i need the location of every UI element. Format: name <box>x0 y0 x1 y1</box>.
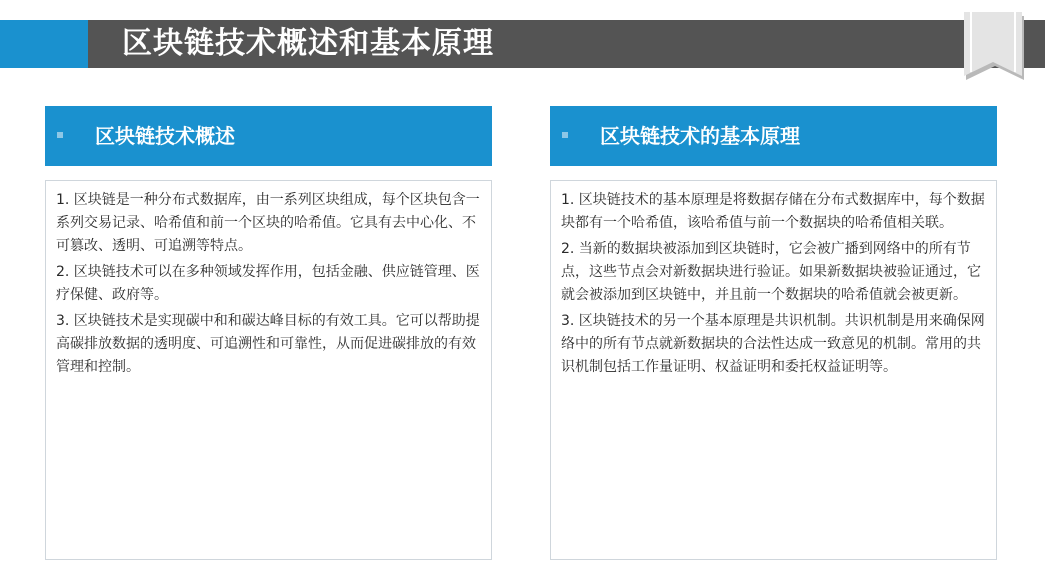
title-bar <box>0 20 1045 68</box>
paragraph: 1. 区块链是一种分布式数据库，由一系列区块组成，每个区块包含一系列交易记录、哈希值和前一个区块的哈希值。它具有去中心化、不可篡改、透明、可追溯等特点。 <box>56 192 480 254</box>
panel-body-principles <box>550 180 997 560</box>
panel-heading: 区块链技术概述 <box>95 124 235 148</box>
paragraph: 2. 当新的数据块被添加到区块链时，它会被广播到网络中的所有节点，这些节点会对新数据块进行验证。如果新数据块被验证通过，它就会被添加到区块链中，并且前一个数据块的哈希值就会被更新。 <box>561 241 981 303</box>
panel-body-overview <box>45 180 492 560</box>
bookmark-icon <box>964 12 1026 82</box>
paragraph: 2. 区块链技术可以在多种领域发挥作用，包括金融、供应链管理、医疗保健、政府等。 <box>56 264 480 303</box>
paragraph: 1. 区块链技术的基本原理是将数据存储在分布式数据库中，每个数据块都有一个哈希值，该哈希值与前一个数据块的哈希值相关联。 <box>561 192 985 231</box>
slide-title: 区块链技术概述和基本原理 <box>122 26 494 61</box>
title-accent-block <box>0 20 88 68</box>
panel-header-principles <box>550 106 997 166</box>
bullet-icon <box>57 132 63 138</box>
panel-header-overview <box>45 106 492 166</box>
panel-heading: 区块链技术的基本原理 <box>600 124 800 148</box>
paragraph: 3. 区块链技术是实现碳中和和碳达峰目标的有效工具。它可以帮助提高碳排放数据的透明度、可追溯性和可靠性，从而促进碳排放的有效管理和控制。 <box>56 313 480 375</box>
paragraph: 3. 区块链技术的另一个基本原理是共识机制。共识机制是用来确保网络中的所有节点就新数据块的合法性达成一致意见的机制。常用的共识机制包括工作量证明、权益证明和委托权益证明等。 <box>561 313 985 375</box>
bullet-icon <box>562 132 568 138</box>
